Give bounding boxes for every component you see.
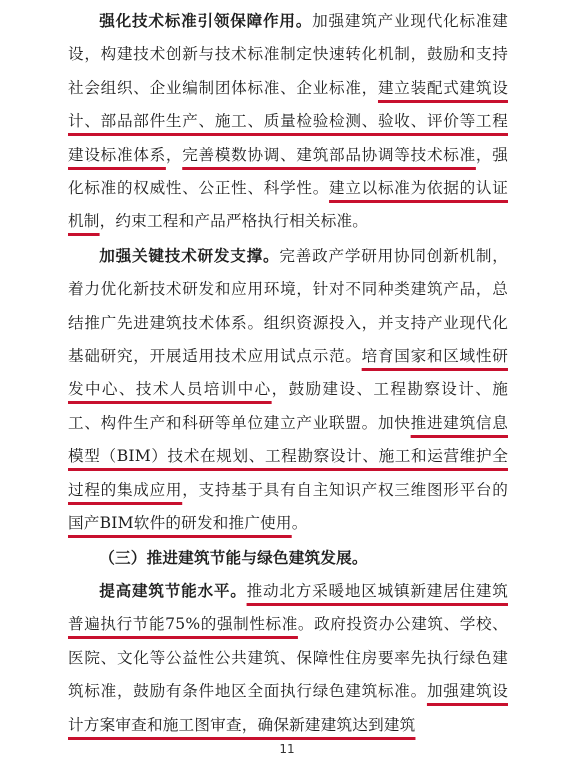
body-text: ，约束工程和产品严格执行相关标准。 [99, 212, 369, 231]
document-body [68, 4, 508, 742]
body-text: 加强建筑产业现代化标准建设，构建技术创新与技术标准制定快速转化机制，鼓励和支持社会组织、企业编制团体标准、企业标准， [68, 12, 508, 97]
page-number: 11 [279, 742, 295, 756]
section-heading: （三）推进建筑节能与绿色建筑发展。 [99, 547, 368, 567]
paragraph-technical-standards [68, 4, 508, 239]
underlined-text: 国产BIM软件的研发和推广使用 [68, 514, 292, 533]
body-text: ，支持基于具有自主知识产权三维图形平台的 [182, 480, 508, 499]
body-text: ， [165, 145, 183, 164]
underlined-text: 培育国家和区域性研发中心、技术人员培训中心 [68, 347, 508, 399]
paragraph-lead: 强化技术标准引领保障作用。 [99, 11, 313, 30]
body-text: ，强化标准的权威性、公正性、科学性。 [68, 145, 508, 198]
paragraph-lead: 提高建筑节能水平。 [99, 580, 247, 600]
underlined-text: 完善模数协调、建筑部品协调等技术标准 [182, 145, 476, 164]
underlined-text: 推进建筑信息模型（BIM）技术在规划、工程勘察设计、施工和运营维护全过程的集成应用 [68, 413, 508, 499]
body-text: 完善政产学研用协同创新机制，着力优化新技术研发和应用环境，针对不同种类建筑产品，总结推广先进建筑技术体系。组织资源投入，并支持产业现代化基础研究，开展适用技术应用试点示范。 [68, 246, 508, 366]
paragraph-lead: 加强关键技术研发支撑。 [99, 245, 280, 265]
paragraph-energy-saving [68, 574, 508, 742]
underlined-text: 推动北方采暖地区城镇新建居住建筑普遍执行节能75%的强制性标准 [68, 581, 508, 634]
body-text: 。 [291, 514, 308, 533]
underlined-text: 加强建筑设计方案审查和施工图审查，确保新建建筑达到建筑 [68, 682, 508, 734]
body-text: 。政府投资办公建筑、学校、医院、文化等公益性公共建筑、保障性住房要率先执行绿色建筑标准，鼓励有条件地区全面执行绿色建筑标准。 [68, 615, 508, 701]
body-text: ，鼓励建设、工程勘察设计、施工、构件生产和科研等单位建立产业联盟。加快 [68, 380, 508, 432]
paragraph-key-technology [68, 239, 508, 541]
underlined-text: 建立以标准为依据的认证机制 [68, 179, 508, 231]
underlined-text: 建立装配式建筑设计、部品部件生产、施工、质量检验检测、验收、评价等工程建设标准体系 [68, 78, 508, 164]
